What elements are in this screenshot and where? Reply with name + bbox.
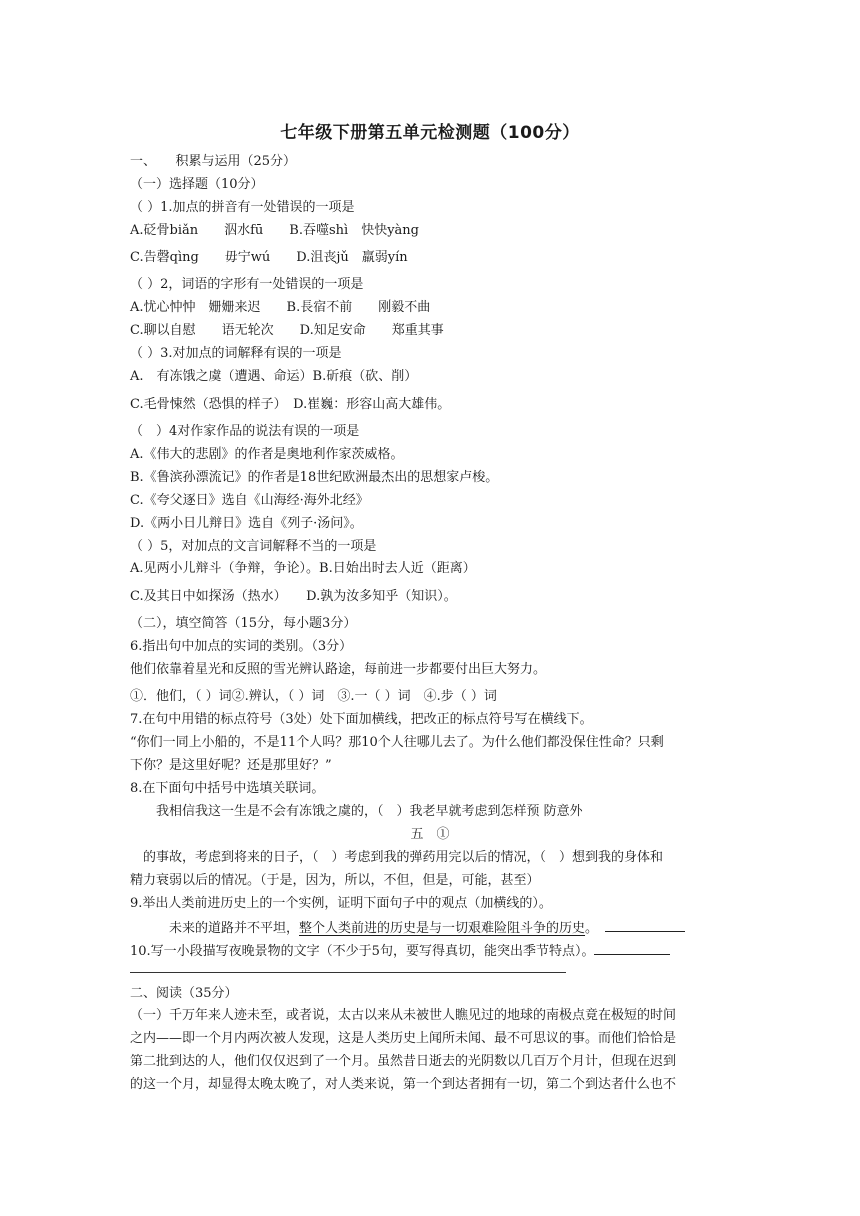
marker-line: 五 ① (410, 827, 450, 842)
text-line: （ ）5，对加点的文言词解释不当的一项是 (130, 539, 377, 554)
text-line: 第二批到达的人，他们仅仅迟到了一个月。虽然昔日逝去的光阴数以几百万个月计，但现在迟到 (130, 1054, 677, 1069)
text-line: 一、 积累与运用（25分） (130, 154, 297, 169)
text-line: （ ）4对作家作品的说法有误的一项是 (130, 424, 360, 439)
text-line: A.《伟大的悲剧》的作者是奥地利作家茨威格。 (130, 447, 404, 462)
text-line: 我相信我这一生是不会有冻饿之虞的，（ ）我老早就考虑到怎样预 防意外 (130, 804, 583, 819)
page-title: 七年级下册第五单元检测题（100分） (280, 123, 580, 143)
text-line: A.忧心忡忡 姗姗来迟 B.長宿不前 刚毅不曲 (130, 300, 431, 315)
text-line: A. 有冻饿之虞（遭遇、命运）B.斫痕（砍、削） (130, 369, 418, 384)
text-line: 7.在句中用错的标点符号（3处）处下面加横线，把改正的标点符号写在横线下。 (130, 712, 593, 727)
text-line: （ ）3.对加点的词解释有误的一项是 (130, 346, 342, 361)
q9-answer-blank[interactable] (605, 917, 685, 932)
text-line: “你们一同上小船的，不是11个人吗？那10个人往哪儿去了。为什么他们都没保住性命？只剩 (130, 735, 664, 750)
q9-underlined-text: 整个人类前进的历史是与一切艰难险阻斗争的历史 (299, 921, 586, 936)
q10-answer-blank[interactable] (594, 940, 670, 955)
text-line: 下你？是这里好呢？还是那里好？” (130, 758, 332, 773)
text-line: C.毛骨悚然（恐惧的样子） D.崔巍：形容山高大雄伟。 (130, 397, 451, 412)
text-line: 的这一个月，却显得太晚太晚了，对人类来说，第一个到达者拥有一切，第二个到达者什么也不 (130, 1077, 677, 1092)
text-line: 6.指出句中加点的实词的类别。（3分） (130, 639, 353, 654)
text-line: C.聊以自慰 语无轮次 D.知足安命 郑重其事 (130, 323, 444, 338)
text-line: 的事故，考虑到将来的日子，（ ）考虑到我的弹药用完以后的情况，（ ）想到我的身体和 (130, 850, 664, 865)
text-line: （一）选择题（10分） (130, 177, 264, 192)
text-line: C.告磬qìng 毋宁wú D.沮丧jǔ 羸弱yín (130, 250, 408, 265)
text-line: D.《两小日儿辩日》选自《列子·汤问》。 (130, 516, 363, 531)
text-line: 之内——即一个月内两次被人发现，这是人类历史上闻所未闻、最不可思议的事。而他们恰恰是 (130, 1031, 677, 1046)
text-line: 精力衰弱以后的情况。（于是，因为，所以，不但，但是，可能，甚至） (130, 873, 540, 888)
q10-prompt (130, 940, 670, 961)
q10-text: 10.写一小段描写夜晚景物的文字（不少于5句，要写得真切，能突出季节特点）。 (130, 944, 595, 959)
text-line: （二），填空简答（15分，每小题3分） (130, 616, 357, 631)
answer-line[interactable] (130, 972, 566, 973)
text-line: （ ）1.加点的拼音有一处错误的一项是 (130, 200, 355, 215)
text-line: （一）千万年来人迹未至，或者说，太古以来从未被世人瞧见过的地球的南极点竟在极短的时间 (130, 1008, 677, 1023)
q9-suffix: 。 (585, 921, 592, 936)
text-line: （ ）2，词语的字形有一处错误的一项是 (130, 277, 364, 292)
q9-sentence (130, 917, 685, 938)
text-line: 8.在下面句中括号中选填关联词。 (130, 781, 325, 796)
text-line: B.《鲁滨孙漂流记》的作者是18世纪欧洲最杰出的思想家卢梭。 (130, 470, 499, 485)
text-line: A.见两小儿辩斗（争辩，争论）。B.日始出时去人近（距离） (130, 561, 476, 576)
text-line: A.砭骨biǎn 泅水fū B.吞噬shì 快快yàng (130, 223, 419, 238)
text-line: C.《夸父逐日》选自《山海经·海外北经》 (130, 493, 369, 508)
q9-prefix: 未来的道路并不平坦， (130, 921, 300, 936)
text-line: 他们依靠着星光和反照的雪光辨认路途，每前进一步都要付出巨大努力。 (130, 662, 547, 677)
text-line: C.及其日中如探汤（热水） D.孰为汝多知乎（知识）。 (130, 589, 457, 604)
text-line: ①．他们，（ ）词②.辨认，（ ）词 ③.一（ ）词 ④.步（ ）词 (130, 689, 497, 704)
text-line: 9.举出人类前进历史上的一个实例，证明下面句子中的观点（加横线的）。 (130, 896, 552, 911)
text-line: 二、阅读（35分） (130, 986, 238, 1001)
